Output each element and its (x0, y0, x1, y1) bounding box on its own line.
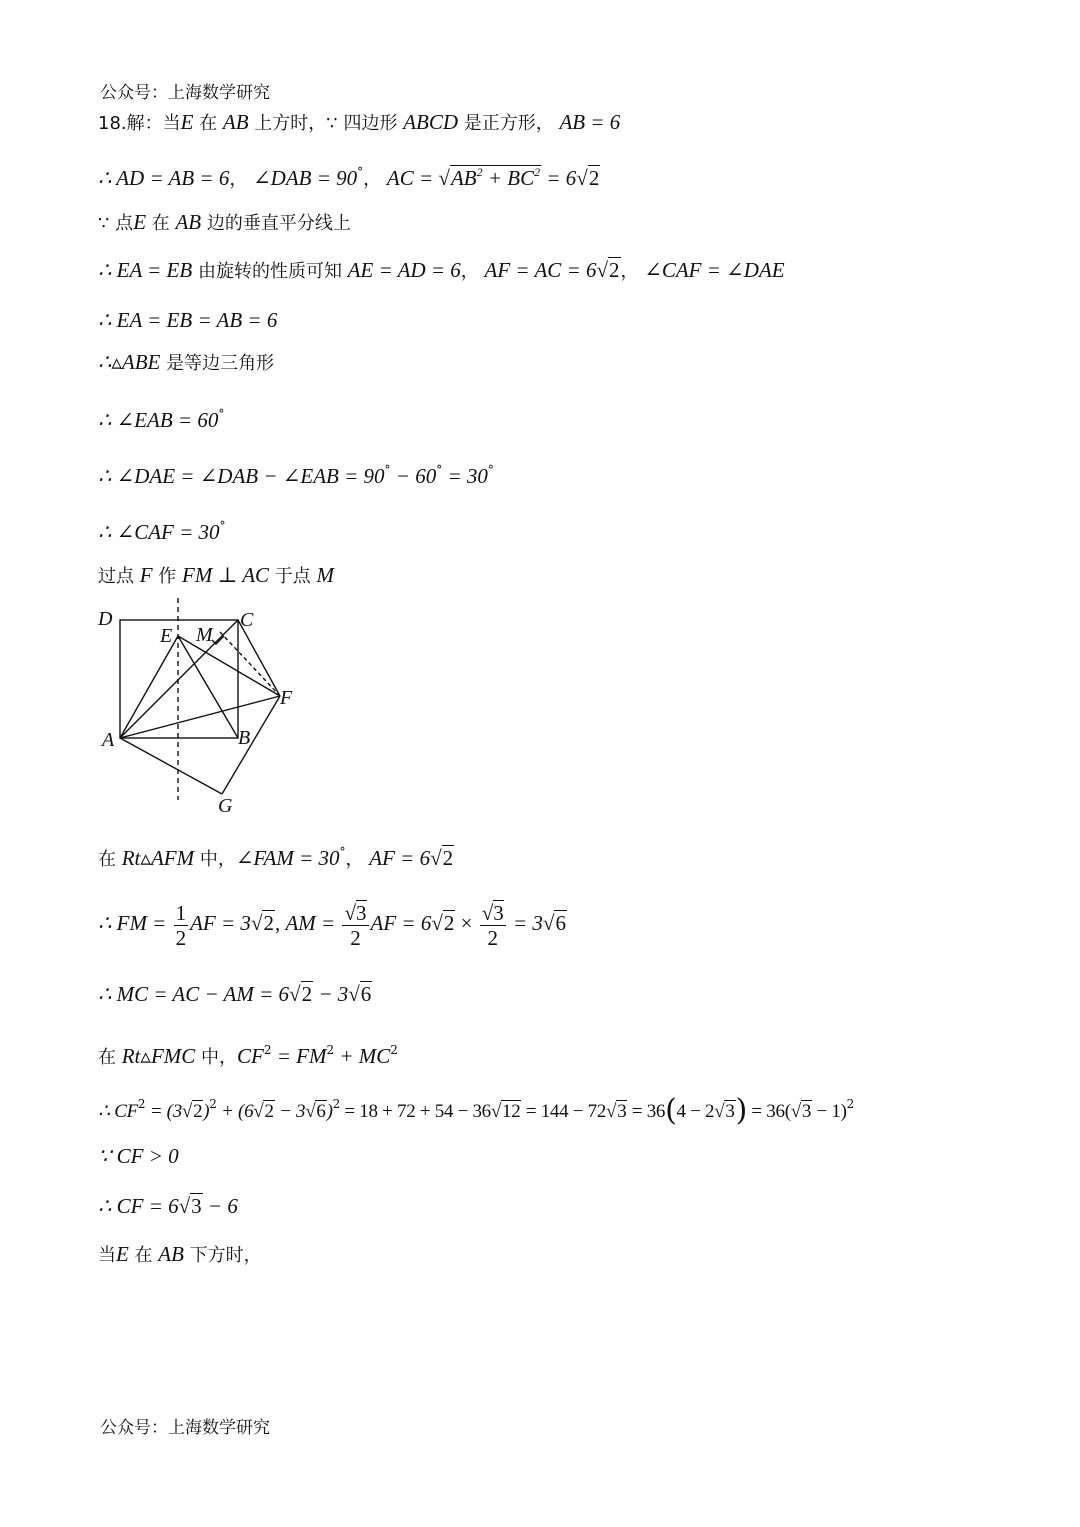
radical: √6 (542, 911, 566, 935)
radical: √3 (790, 1101, 812, 1122)
radical: √2 (181, 1101, 203, 1122)
label-f: F (280, 687, 293, 709)
radical: √3 (714, 1101, 735, 1122)
line-16: ∵ CF > 0 (98, 1144, 179, 1168)
segment-af (120, 696, 280, 738)
radical: √2 (430, 846, 454, 870)
radical: √12 (490, 1101, 521, 1122)
radical: √2 (253, 1101, 274, 1122)
line-3: ∵ 点E 在 AB 边的垂直平分线上 (98, 210, 351, 234)
label-b: B (238, 727, 251, 749)
page-header: 公众号：上海数学研究 (100, 83, 270, 103)
line-13: ∴ MC = AC − AM = 6√2 − 3√6 (98, 982, 372, 1006)
line-2: ∴ AD = AB = 6， ∠DAB = 90°， AC = $√AB^2 + BC^2 = 6√2$ (98, 160, 600, 192)
label-g: G (218, 795, 233, 816)
radical: √6 (348, 982, 372, 1006)
line-4: ∴ EA = EB 由旋转的性质可知 AE = AD = 6， AF = AC = 6√2， ∠CAF = ∠DAE (98, 258, 785, 282)
label-c: C (240, 609, 254, 631)
line-1: 18.解：当E 在 AB 上方时，∵ 四边形 ABCD 是正方形， AB = 6 (98, 110, 621, 134)
fraction: $\frac{1}{2}$ (175, 900, 187, 950)
radical: √2 (596, 258, 620, 282)
radical: √2 (250, 911, 274, 935)
line-14: 在 Rt▵FMC 中，$CF^2 = FM^2 + MC^2$ (98, 1043, 398, 1068)
radical: √3 (178, 1194, 202, 1218)
line-8: ∴ ∠DAE = ∠DAB − ∠EAB = 90° − 60° = 30° (98, 463, 494, 488)
line-6: ∴▵ABE 是等边三角形 (98, 350, 275, 374)
line-18: 当E 在 AB 下方时， (98, 1242, 262, 1266)
radical: √2 (289, 982, 313, 1006)
line-10: 过点 F 作 FM ⊥ AC 于点 M (98, 563, 334, 587)
line-17: ∴ CF = 6√3 − 6 (98, 1194, 238, 1218)
radical: √2 (431, 911, 455, 935)
line-11: 在 Rt▵AFM 中，∠FAM = 30°， AF = 6√2 (98, 845, 454, 870)
segment-gf (222, 696, 280, 794)
label-m: M (196, 624, 213, 646)
line-15: ∴ $CF^2 = (3√2)^2 + (6√2 - 3√6)^2 = 18 + 72 + 54 - 36√12 = 144 - 72√3 = 36(4 - 2√3) = 36(√3 - 1)^2$ (98, 1093, 854, 1128)
fraction: $\frac{√3}{2}$ (344, 900, 367, 950)
label-e: E (160, 625, 173, 647)
segment-ef (178, 636, 280, 696)
radical: √2 (576, 166, 600, 190)
fraction: $\frac{√3}{2}$ (481, 900, 504, 950)
segment-ag (120, 738, 222, 794)
segment-ae (120, 636, 178, 738)
label-a: A (102, 729, 115, 751)
radical: √6 (305, 1101, 326, 1122)
geometry-diagram (96, 598, 316, 816)
line-7: ∴ ∠EAB = 60° (98, 407, 225, 432)
line-9: ∴ ∠CAF = 30° (98, 519, 226, 544)
line-5: ∴ EA = EB = AB = 6 (98, 308, 278, 332)
page-footer: 公众号：上海数学研究 (100, 1418, 270, 1438)
label-d: D (98, 608, 113, 630)
segment-eb (178, 636, 238, 738)
line-12: ∴ FM = $\frac{1}{2}$ AF = 3√2, AM = $\frac{√3}{2}$ AF = 6√2 × $\frac{√3}{2}$ = 3√6 (98, 898, 567, 950)
radical: √3 (606, 1101, 627, 1122)
radical: $√AB^2 + BC^2$ (438, 165, 541, 190)
